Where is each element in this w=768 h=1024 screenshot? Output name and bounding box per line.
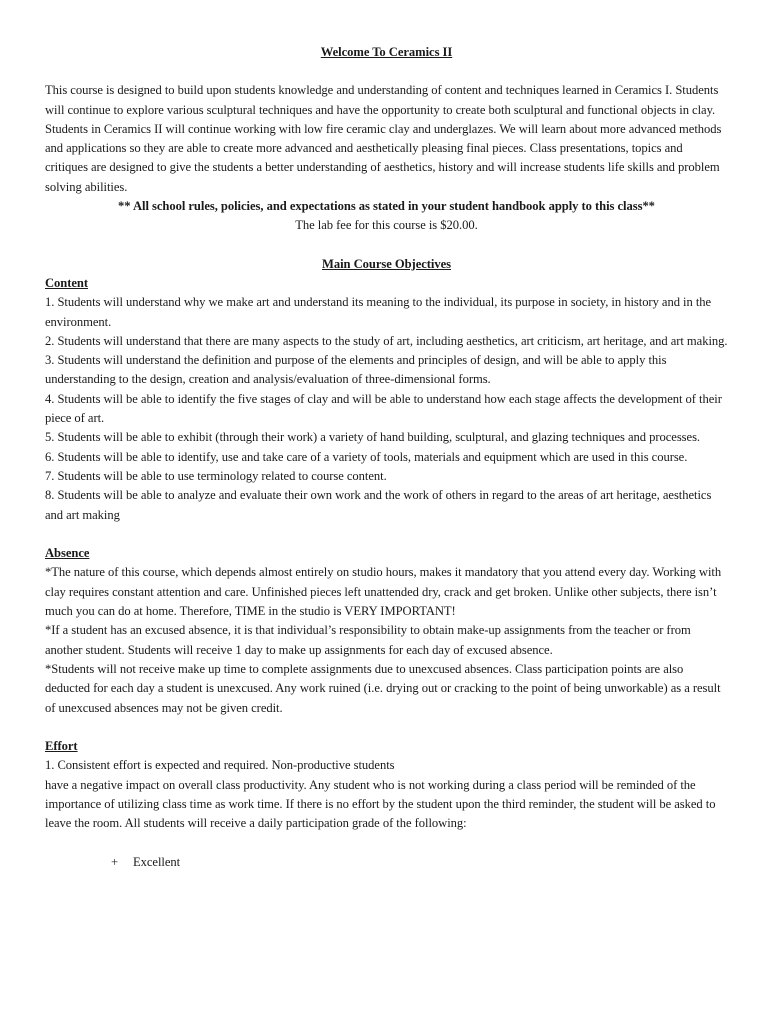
absence-item: *The nature of this course, which depends almost entirely on studio hours, makes it mandatory that you attend every day. Working with clay requires constant attention and care. Unfinished pieces left unattended dry, crack and get broken. Unlike other subjects, there isn’t much you can do at home. Therefore, TIME in the studio is VERY IMPORTANT! xyxy=(45,565,722,619)
intro-paragraph: This course is designed to build upon students knowledge and understanding of content and techniques learned in Ceramics I. Students will continue to explore various sculptural techniques and have the opportunity to create both sculptural and functional objects in clay. Students in Ceramics II will continue working with low fire ceramic clay and underglazes. We will learn about more advanced methods and applications so they are able to create more advanced and aesthetically pleasing final pieces. Class presentations, topics and critiques are designed to give the students a better understanding of aesthetics, history and will increase students life skills and problem solving abilities. xyxy=(45,83,722,194)
bullet-mark: + xyxy=(111,854,119,869)
effort-heading: Effort xyxy=(45,739,78,754)
spacer xyxy=(45,718,728,737)
participation-grade-label: Excellent xyxy=(133,854,181,869)
lab-fee: The lab fee for this course is $20.00. xyxy=(295,218,478,233)
participation-grade-item xyxy=(45,853,728,872)
spacer xyxy=(45,525,728,544)
content-item: 7. Students will be able to use terminology related to course content. xyxy=(45,468,387,483)
effort-line: have a negative impact on overall class productivity. Any student who is not working during a class period will be reminded of the importance of utilizing class time as work time. If there is no effort by the student upon the third reminder, the student will be asked to leave the room. All students will receive a daily participation grade of the following: xyxy=(45,777,716,831)
effort-line: 1. Consistent effort is expected and required. Non-productive students xyxy=(45,758,395,773)
content-item: 3. Students will understand the definition and purpose of the elements and principles of design, and will be able to apply this understanding to the design, creation and analysis/evaluation of three-dimensional forms. xyxy=(45,353,667,387)
content-item: 8. Students will be able to analyze and evaluate their own work and the work of others in regard to the areas of art heritage, aesthetics and art making xyxy=(45,488,712,522)
content-item: 5. Students will be able to exhibit (through their work) a variety of hand building, sculptural, and glazing techniques and processes. xyxy=(45,430,701,445)
content-item: 4. Students will be able to identify the five stages of clay and will be able to understand how each stage affects the development of their piece of art. xyxy=(45,391,722,426)
content-item: 1. Students will understand why we make art and understand its meaning to the individual, its purpose in society, in history and in the environment. xyxy=(45,295,712,329)
rules-notice: ** All school rules, policies, and expectations as stated in your student handbook apply to this class** xyxy=(118,199,655,214)
absence-item: *If a student has an excused absence, it is that individual’s responsibility to obtain make-up assignments from the teacher or from another student. Students will receive 1 day to make up assignments for each day of excused absence. xyxy=(45,623,691,657)
content-item: 2. Students will understand that there are many aspects to the study of art, including aesthetics, art criticism, art heritage, and art making. xyxy=(45,333,728,348)
objectives-title: Main Course Objectives xyxy=(321,256,451,271)
content-item: 6. Students will be able to identify, use and take care of a variety of tools, materials and equipment which are used in this course. xyxy=(45,449,688,464)
absence-heading: Absence xyxy=(45,546,90,561)
absence-item: *Students will not receive make up time to complete assignments due to unexcused absences. Class participation points are also deducted for each day a student is unexcused. Any work ruined (i.e. drying out or cracking to the point of being unworkable) as a result of unexcused absences may not be given credit. xyxy=(45,661,721,715)
content-heading: Content xyxy=(45,275,89,290)
document-title: Welcome To Ceramics II xyxy=(320,45,453,59)
